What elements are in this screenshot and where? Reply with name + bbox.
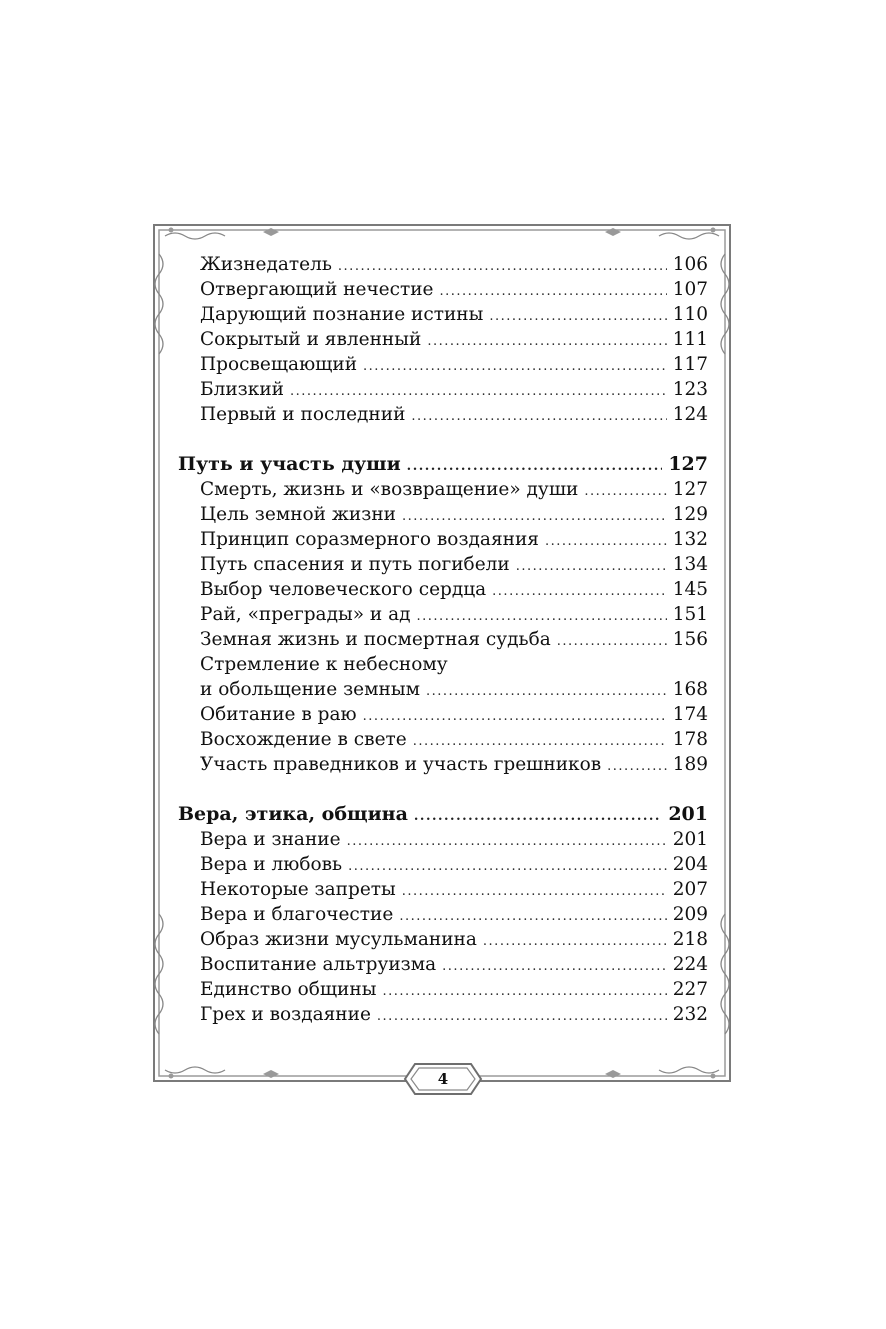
toc-entry: Обитание в раю ..... 174 (178, 702, 708, 727)
toc-entry: Принцип соразмерного воздаяния ..... 132 (178, 527, 708, 552)
toc-section-heading: Вера, этика, община ..... 201 (178, 802, 708, 827)
toc-entry-first-line: Стремление к небесному (200, 654, 448, 675)
toc-entry: Единство общины ..... 227 (178, 977, 708, 1002)
toc-entry: Участь праведников и участь грешников ..... 189 (178, 752, 708, 777)
toc-entry: Вера и благочестие ..... 209 (178, 902, 708, 927)
toc-entry: Вера и любовь ..... 204 (178, 852, 708, 877)
toc-entry: Рай, «преграды» и ад ..... 151 (178, 602, 708, 627)
toc-entry: Сокрытый и явленный ..... 111 (178, 327, 708, 352)
toc-entry: Первый и последний ..... 124 (178, 402, 708, 427)
toc-entry: Некоторые запреты ..... 207 (178, 877, 708, 902)
page-number-badge (403, 1062, 483, 1096)
toc-entry: Жизнедатель ..... 106 (178, 252, 708, 277)
toc-group-4 (178, 827, 708, 1027)
toc-entry: и обольщение земным ..... 168 (178, 677, 708, 702)
toc-entry: Отвергающий нечестие ..... 107 (178, 277, 708, 302)
toc-entry: Путь спасения и путь погибели ..... 134 (178, 552, 708, 577)
toc-entry: Просвещающий ..... 117 (178, 352, 708, 377)
toc-entry: Дарующий познание истины ..... 110 (178, 302, 708, 327)
toc-entry: Смерть, жизнь и «возвращение» души ..... 127 (178, 477, 708, 502)
table-of-contents (178, 252, 708, 1027)
toc-group-1 (178, 252, 708, 427)
toc-entry: Воспитание альтруизма ..... 224 (178, 952, 708, 977)
toc-entry: Цель земной жизни ..... 129 (178, 502, 708, 527)
toc-entry: Выбор человеческого сердца ..... 145 (178, 577, 708, 602)
toc-entry: Восхождение в свете ..... 178 (178, 727, 708, 752)
toc-entry: Земная жизнь и посмертная судьба ..... 156 (178, 627, 708, 652)
page-number: 4 (437, 1070, 449, 1088)
toc-entry: Образ жизни мусульманина ..... 218 (178, 927, 708, 952)
toc-entry: Вера и знание ..... 201 (178, 827, 708, 852)
toc-entry: Грех и воздаяние ..... 232 (178, 1002, 708, 1027)
toc-group-2 (178, 477, 708, 777)
toc-section-heading: Путь и участь души ..... 127 (178, 452, 708, 477)
toc-entry: Близкий ..... 123 (178, 377, 708, 402)
